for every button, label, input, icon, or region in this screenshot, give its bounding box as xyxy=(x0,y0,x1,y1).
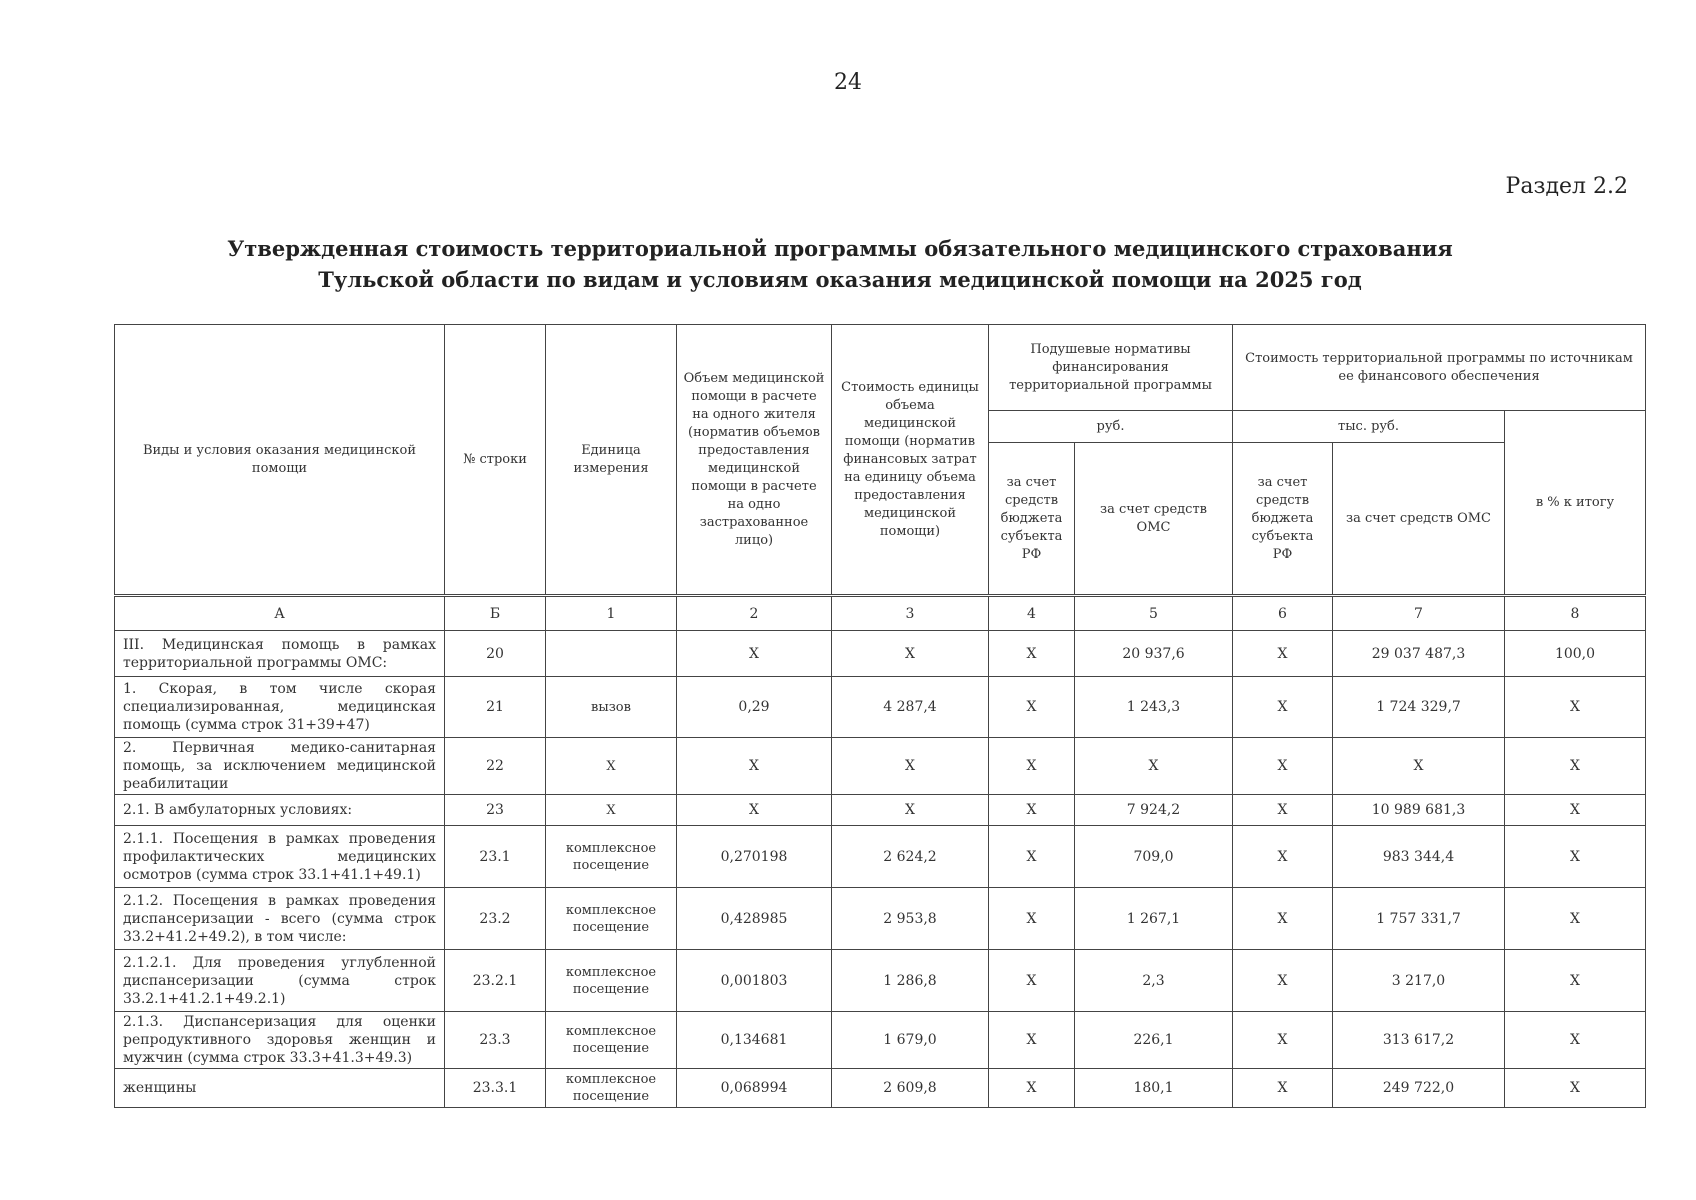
row-budget-thousand: X xyxy=(1233,888,1333,950)
index-cell: 5 xyxy=(1075,597,1233,631)
row-unit-cost: 2 609,8 xyxy=(832,1069,989,1108)
row-percent: X xyxy=(1505,888,1646,950)
header-thousand-rub: тыс. руб. xyxy=(1233,411,1505,443)
row-number: 21 xyxy=(445,677,546,738)
header-kind: Виды и условия оказания медицинской помощи xyxy=(115,325,445,595)
row-name: 2.1. В амбулаторных условиях: xyxy=(115,795,445,826)
row-budget-rub: X xyxy=(989,1012,1075,1069)
row-percent: X xyxy=(1505,950,1646,1012)
data-table xyxy=(114,596,1646,1108)
row-oms-rub: 226,1 xyxy=(1075,1012,1233,1069)
row-budget-rub: X xyxy=(989,738,1075,795)
header-per-capita-norms: Подушевые нормативы финансирования территориальной программы xyxy=(989,325,1233,411)
row-unit-cost: 4 287,4 xyxy=(832,677,989,738)
table-row xyxy=(115,888,1646,950)
row-volume: 0,001803 xyxy=(677,950,832,1012)
row-unit-cost: X xyxy=(832,738,989,795)
row-number: 23 xyxy=(445,795,546,826)
row-percent: X xyxy=(1505,795,1646,826)
row-oms-thousand: 249 722,0 xyxy=(1333,1069,1505,1108)
row-oms-thousand: 1 757 331,7 xyxy=(1333,888,1505,950)
index-cell: 4 xyxy=(989,597,1075,631)
index-cell: 7 xyxy=(1333,597,1505,631)
row-unit-cost: 1 286,8 xyxy=(832,950,989,1012)
table-row xyxy=(115,950,1646,1012)
row-oms-thousand: 983 344,4 xyxy=(1333,826,1505,888)
row-number: 23.2.1 xyxy=(445,950,546,1012)
header-row-number: № строки xyxy=(445,325,546,595)
row-volume: 0,068994 xyxy=(677,1069,832,1108)
row-oms-rub: 20 937,6 xyxy=(1075,631,1233,677)
row-number: 23.3.1 xyxy=(445,1069,546,1108)
table-header xyxy=(114,324,1646,595)
row-unit: X xyxy=(546,738,677,795)
row-oms-rub: 1 267,1 xyxy=(1075,888,1233,950)
row-budget-thousand: X xyxy=(1233,738,1333,795)
table-row xyxy=(115,795,1646,826)
row-budget-thousand: X xyxy=(1233,950,1333,1012)
row-volume: X xyxy=(677,738,832,795)
row-unit xyxy=(546,631,677,677)
row-budget-thousand: X xyxy=(1233,677,1333,738)
row-oms-rub: 709,0 xyxy=(1075,826,1233,888)
page-number: 24 xyxy=(834,70,862,95)
document-title-line-1: Утвержденная стоимость территориальной программы обязательного медицинского страхования xyxy=(227,236,1453,261)
document-title-line-2: Тульской области по видам и условиям оказания медицинской помощи на 2025 год xyxy=(318,267,1362,292)
row-oms-thousand: 1 724 329,7 xyxy=(1333,677,1505,738)
row-volume: X xyxy=(677,631,832,677)
row-budget-thousand: X xyxy=(1233,631,1333,677)
table-row xyxy=(115,738,1646,795)
table-row xyxy=(115,1012,1646,1069)
row-oms-thousand: X xyxy=(1333,738,1505,795)
row-percent: X xyxy=(1505,1069,1646,1108)
index-cell: 6 xyxy=(1233,597,1333,631)
row-unit: комплексное посещение xyxy=(546,1069,677,1108)
row-oms-rub: 1 243,3 xyxy=(1075,677,1233,738)
row-percent: X xyxy=(1505,677,1646,738)
table-row xyxy=(115,677,1646,738)
row-volume: 0,270198 xyxy=(677,826,832,888)
row-oms-rub: X xyxy=(1075,738,1233,795)
row-name: 1. Скорая, в том числе скорая специализированная, медицинская помощь (сумма строк 31+39+47) xyxy=(115,677,445,738)
row-oms-rub: 7 924,2 xyxy=(1075,795,1233,826)
row-budget-rub: X xyxy=(989,950,1075,1012)
row-volume: 0,29 xyxy=(677,677,832,738)
row-percent: X xyxy=(1505,738,1646,795)
row-percent: X xyxy=(1505,826,1646,888)
row-oms-thousand: 29 037 487,3 xyxy=(1333,631,1505,677)
row-budget-rub: X xyxy=(989,677,1075,738)
row-name: 2.1.2. Посещения в рамках проведения диспансеризации - всего (сумма строк 33.2+41.2+49.2), в том числе: xyxy=(115,888,445,950)
table-row xyxy=(115,1069,1646,1108)
row-unit: комплексное посещение xyxy=(546,950,677,1012)
row-unit-cost: X xyxy=(832,795,989,826)
row-budget-thousand: X xyxy=(1233,826,1333,888)
row-name: женщины xyxy=(115,1069,445,1108)
table-row xyxy=(115,826,1646,888)
index-cell: 3 xyxy=(832,597,989,631)
row-unit-cost: 1 679,0 xyxy=(832,1012,989,1069)
row-unit-cost: X xyxy=(832,631,989,677)
index-cell: 1 xyxy=(546,597,677,631)
index-cell: 8 xyxy=(1505,597,1646,631)
header-rub: руб. xyxy=(989,411,1233,443)
header-unit-cost: Стоимость единицы объема медицинской помощи (норматив финансовых затрат на единицу объема предоставления медицинской помощи) xyxy=(832,325,989,595)
index-cell: 2 xyxy=(677,597,832,631)
row-budget-rub: X xyxy=(989,1069,1075,1108)
row-volume: 0,428985 xyxy=(677,888,832,950)
row-budget-rub: X xyxy=(989,631,1075,677)
row-volume: 0,134681 xyxy=(677,1012,832,1069)
row-budget-thousand: X xyxy=(1233,795,1333,826)
row-number: 20 xyxy=(445,631,546,677)
row-name: 2.1.1. Посещения в рамках проведения профилактических медицинских осмотров (сумма строк 33.1+41.1+49.1) xyxy=(115,826,445,888)
row-unit-cost: 2 624,2 xyxy=(832,826,989,888)
row-unit: X xyxy=(546,795,677,826)
row-oms-thousand: 313 617,2 xyxy=(1333,1012,1505,1069)
index-cell: А xyxy=(115,597,445,631)
row-oms-thousand: 10 989 681,3 xyxy=(1333,795,1505,826)
row-unit-cost: 2 953,8 xyxy=(832,888,989,950)
row-number: 22 xyxy=(445,738,546,795)
header-oms-thousand: за счет средств ОМС xyxy=(1333,443,1505,595)
row-budget-rub: X xyxy=(989,888,1075,950)
row-budget-rub: X xyxy=(989,826,1075,888)
row-name: 2.1.3. Диспансеризация для оценки репродуктивного здоровья женщин и мужчин (сумма строк 33.3+41.3+49.3) xyxy=(115,1012,445,1069)
header-budget-thousand: за счет средств бюджета субъекта РФ xyxy=(1233,443,1333,595)
header-oms-rub: за счет средств ОМС xyxy=(1075,443,1233,595)
row-percent: X xyxy=(1505,1012,1646,1069)
row-budget-thousand: X xyxy=(1233,1069,1333,1108)
row-oms-rub: 180,1 xyxy=(1075,1069,1233,1108)
document-title xyxy=(100,233,1580,295)
header-percent-total: в % к итогу xyxy=(1505,411,1646,595)
row-unit: комплексное посещение xyxy=(546,888,677,950)
column-index-row xyxy=(115,597,1646,631)
header-unit: Единица измерения xyxy=(546,325,677,595)
header-budget-rub: за счет средств бюджета субъекта РФ xyxy=(989,443,1075,595)
section-label: Раздел 2.2 xyxy=(1505,174,1628,199)
row-budget-rub: X xyxy=(989,795,1075,826)
row-unit: комплексное посещение xyxy=(546,1012,677,1069)
row-unit: комплексное посещение xyxy=(546,826,677,888)
row-budget-thousand: X xyxy=(1233,1012,1333,1069)
row-name: III. Медицинская помощь в рамках территориальной программы ОМС: xyxy=(115,631,445,677)
header-cost-by-sources: Стоимость территориальной программы по источникам ее финансового обеспечения xyxy=(1233,325,1646,411)
row-unit: вызов xyxy=(546,677,677,738)
row-number: 23.3 xyxy=(445,1012,546,1069)
table-row xyxy=(115,631,1646,677)
row-number: 23.1 xyxy=(445,826,546,888)
header-volume: Объем медицинской помощи в расчете на одного жителя (норматив объемов предоставления медицинской помощи в расчете на одно застрахованное лицо) xyxy=(677,325,832,595)
row-name: 2.1.2.1. Для проведения углубленной диспансеризации (сумма строк 33.2.1+41.2.1+49.2.1) xyxy=(115,950,445,1012)
row-name: 2. Первичная медико-санитарная помощь, за исключением медицинской реабилитации xyxy=(115,738,445,795)
row-oms-rub: 2,3 xyxy=(1075,950,1233,1012)
row-percent: 100,0 xyxy=(1505,631,1646,677)
row-volume: X xyxy=(677,795,832,826)
index-cell: Б xyxy=(445,597,546,631)
row-number: 23.2 xyxy=(445,888,546,950)
row-oms-thousand: 3 217,0 xyxy=(1333,950,1505,1012)
